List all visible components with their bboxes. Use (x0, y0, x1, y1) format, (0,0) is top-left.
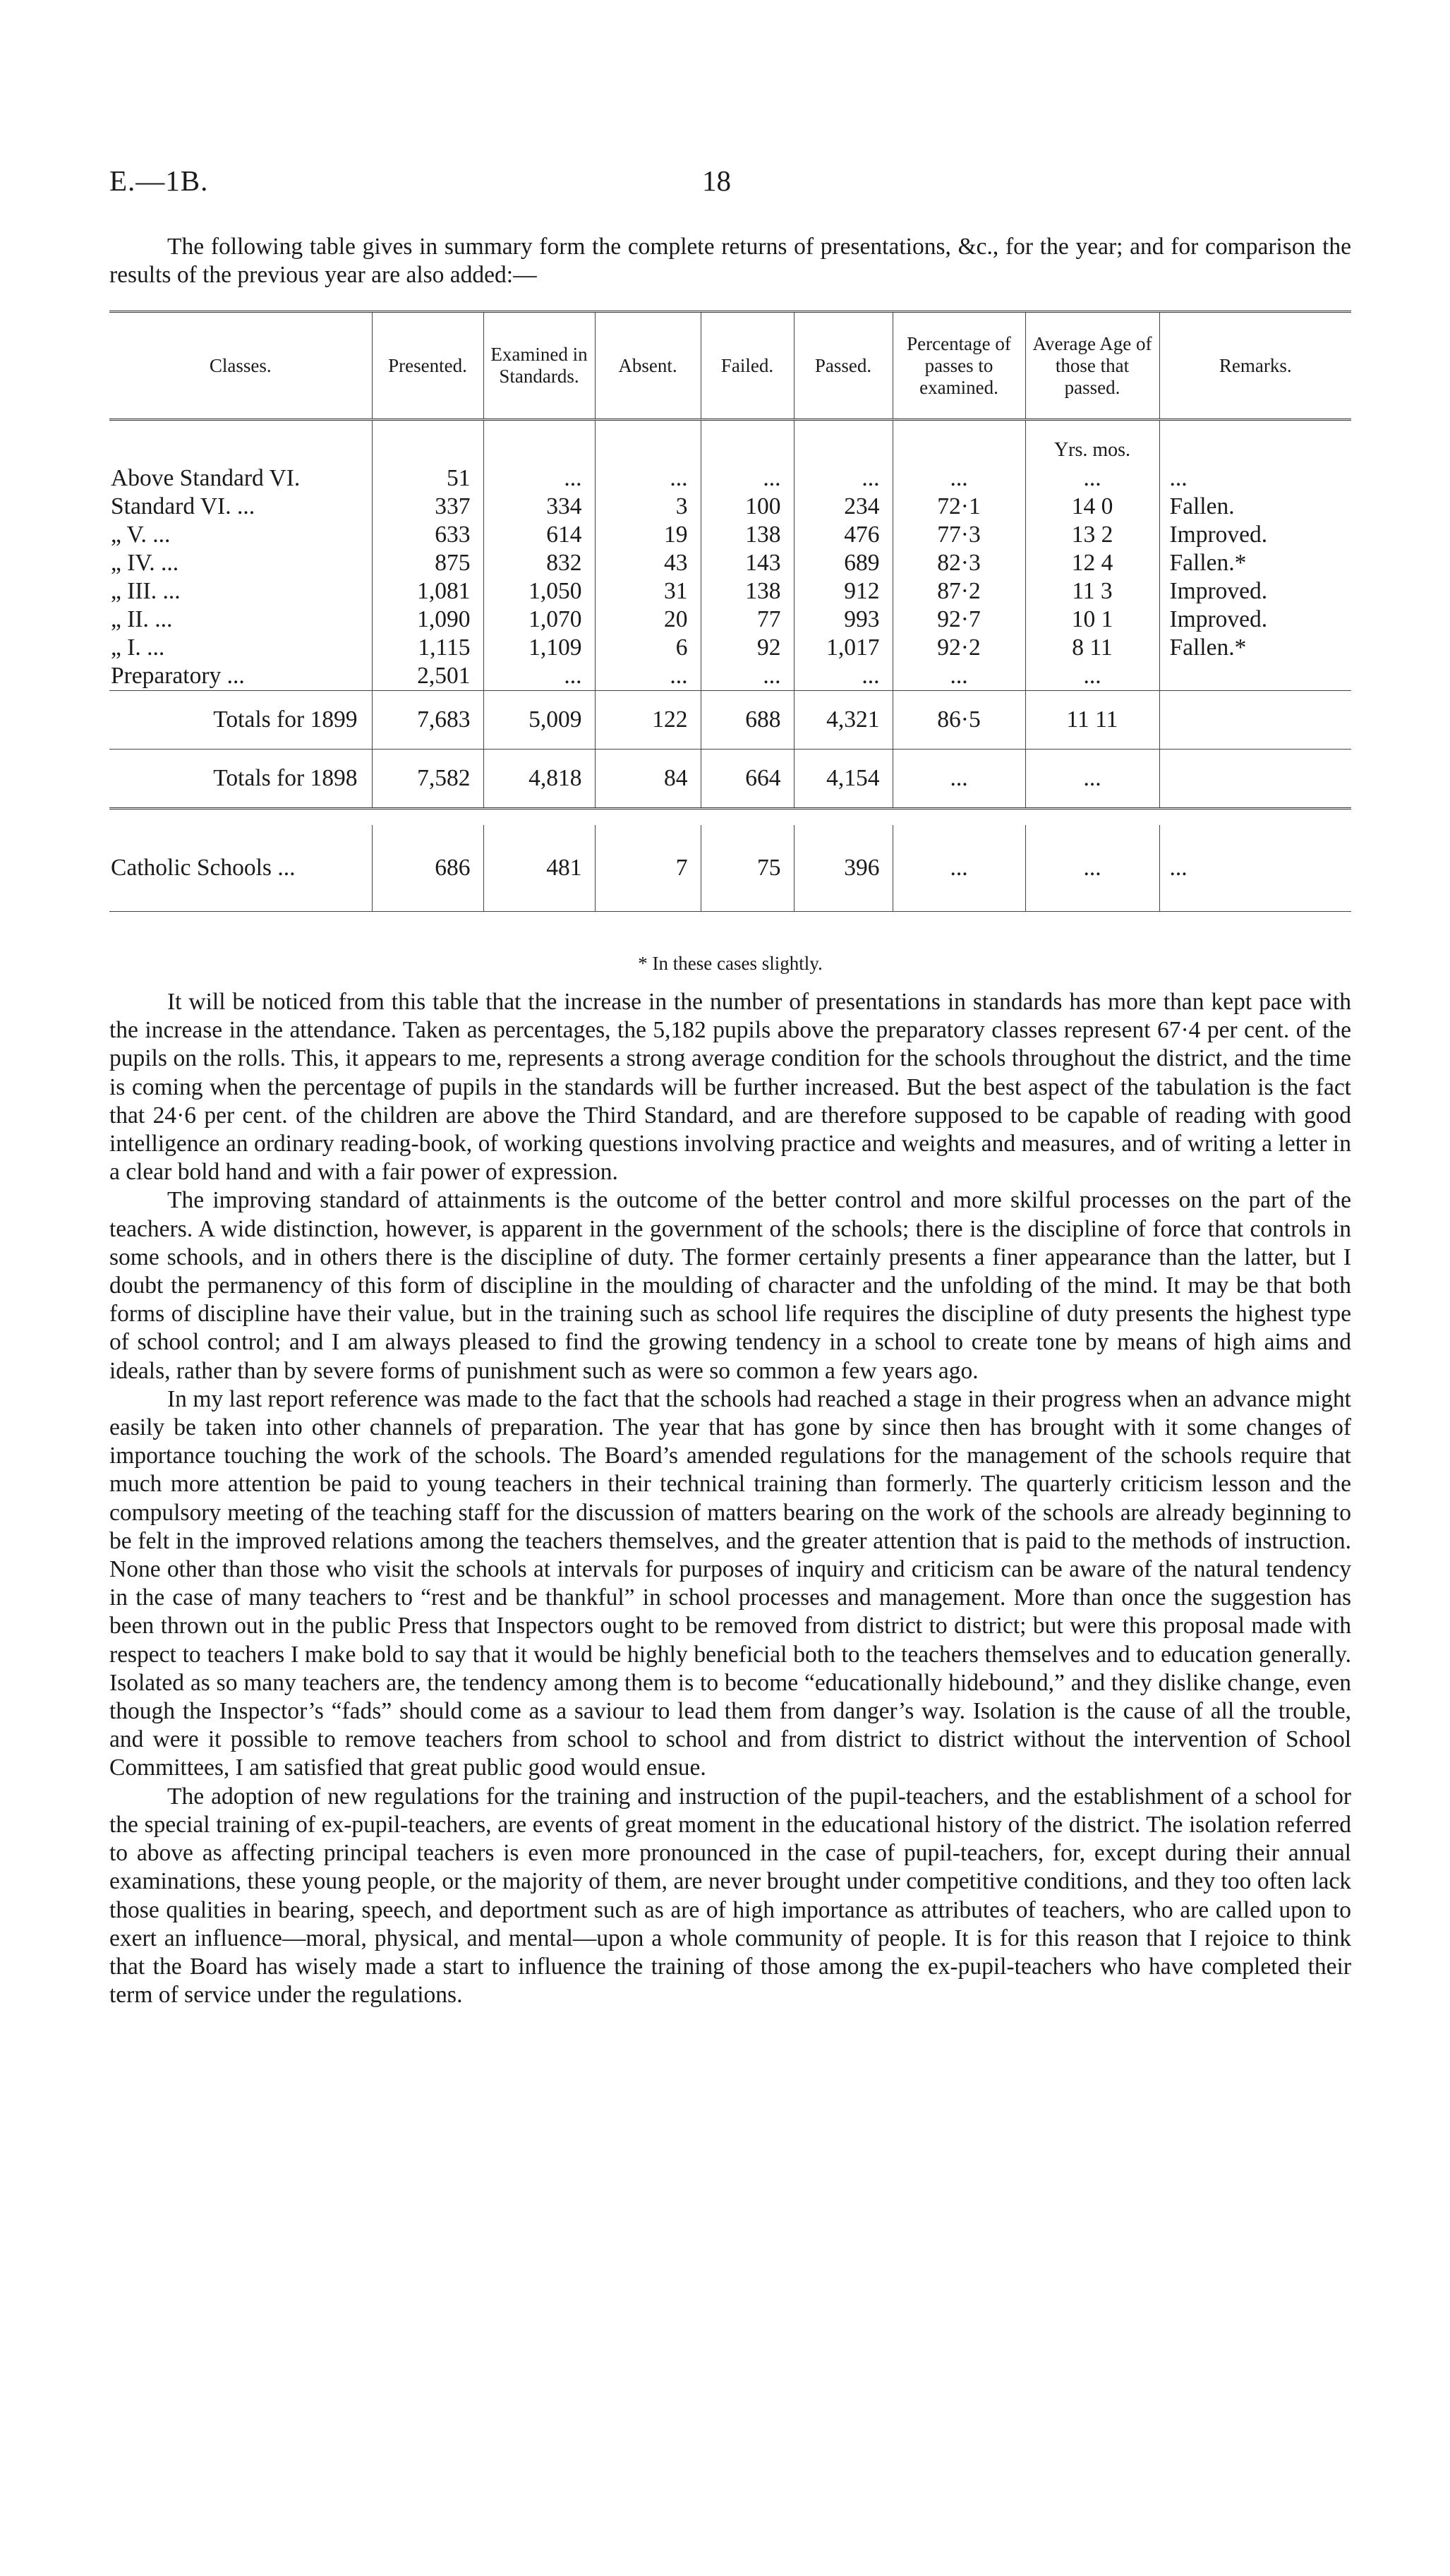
table-cell: 100 (701, 493, 794, 521)
table-cell: 337 (372, 493, 483, 521)
age-unit-label: Yrs. mos. (1025, 420, 1159, 465)
table-cell: 3 (595, 493, 701, 521)
paragraph: The improving standard of attainments is the outcome of the better control and more skilful processes on the part of the teachers. A wide distinction, however, is apparent in the government of the schools; there is the discipline of force that controls in some schools, and in others there is the discipline of duty. The former certainly presents a finer appearance than the latter, but I doubt the permanency of this form of discipline in the moulding of character and the unfolding of the mind. It may be that both forms of discipline have their value, but in the training such as school life requires the discipline of duty presents the highest type of school control; and I am always pleased to find the growing tendency in a school to create tone by means of high aims and ideals, rather than by severe forms of punishment such as were so common a few years ago. (109, 1187, 1351, 1384)
col-header-examined: Examined in Standards. (483, 312, 595, 420)
table-cell: 14 0 (1025, 493, 1159, 521)
table-cell: ... (1025, 825, 1159, 912)
table-cell: 51 (372, 464, 483, 493)
table-cell: 664 (701, 750, 794, 809)
table-cell: 614 (483, 521, 595, 549)
table-cell: Above Standard VI. (111, 465, 301, 491)
table-cell: ... (701, 464, 794, 493)
table-cell: 19 (595, 521, 701, 549)
page-number: 18 (702, 164, 731, 197)
table-row (109, 634, 1351, 662)
table-cell: 688 (701, 691, 794, 750)
table-cell: 7,683 (372, 691, 483, 750)
col-header-percentage: Percentage of passes to examined. (893, 312, 1025, 420)
table-cell: ... (701, 662, 794, 691)
table-cell: „ II. ... (111, 606, 173, 632)
table-cell: „ IV. ... (111, 550, 179, 576)
table-cell: 1,109 (483, 634, 595, 662)
table-row (109, 521, 1351, 549)
table-cell: 92·7 (893, 606, 1025, 634)
table-row (109, 549, 1351, 577)
table-cell: 86·5 (893, 691, 1025, 750)
table-cell: 122 (595, 691, 701, 750)
table-cell: Improved. (1159, 577, 1351, 606)
col-header-absent: Absent. (595, 312, 701, 420)
table-cell: 138 (701, 577, 794, 606)
page-header (109, 164, 1351, 206)
table-cell: 43 (595, 549, 701, 577)
table-cell: 6 (595, 634, 701, 662)
table-row (109, 662, 1351, 691)
table-cell: ... (893, 750, 1025, 809)
catholic-schools-row (109, 825, 1351, 912)
table-cell: 92·2 (893, 634, 1025, 662)
table-row (109, 577, 1351, 606)
table-cell: ... (794, 662, 893, 691)
table-cell: 912 (794, 577, 893, 606)
table-cell: ... (1159, 825, 1351, 912)
table-cell: ... (1025, 464, 1159, 493)
document-reference: E.—1B. (109, 164, 209, 197)
report-body (109, 988, 1351, 2009)
table-cell: „ V. ... (111, 522, 171, 548)
table-cell: ... (1025, 750, 1159, 809)
table-cell: 72·1 (893, 493, 1025, 521)
table-cell: 13 2 (1025, 521, 1159, 549)
table-cell: 12 4 (1025, 549, 1159, 577)
col-header-classes: Classes. (109, 312, 372, 420)
table-cell: 1,090 (372, 606, 483, 634)
table-cell: 31 (595, 577, 701, 606)
table-cell: ... (1159, 464, 1351, 493)
col-header-average-age: Average Age of those that passed. (1025, 312, 1159, 420)
table-cell: 334 (483, 493, 595, 521)
paragraph: It will be noticed from this table that the increase in the number of presentations in standards has more than kept pace with the increase in the attendance. Taken as percentages, the 5,182 pupils above the preparatory classes represent 67·4 per cent. of the pupils on the rolls. This, it appears to me, represents a strong average condition for the schools throughout the district, and the time is coming when the percentage of pupils in the standards will be further increased. But the best aspect of the tabulation is the fact that 24·6 per cent. of the children are above the Third Standard, and are therefore supposed to be capable of reading with good intelligence an ordinary reading-book, of working questions involving practice and weights and measures, and of writing a letter in a clear bold hand and with a fair power of expression. (109, 989, 1351, 1186)
table-cell: Improved. (1159, 521, 1351, 549)
table-cell: 4,321 (794, 691, 893, 750)
table-cell: Catholic Schools ... (109, 825, 372, 912)
table-cell: 1,115 (372, 634, 483, 662)
table-cell: 143 (701, 549, 794, 577)
table-cell: „ III. ... (111, 578, 181, 604)
table-cell: 832 (483, 549, 595, 577)
table-cell: 875 (372, 549, 483, 577)
table-cell: Totals for 1899 (109, 691, 372, 750)
table-cell: 1,070 (483, 606, 595, 634)
unit-row (109, 420, 1351, 465)
table-cell: Fallen.* (1159, 549, 1351, 577)
returns-table (109, 311, 1351, 912)
table-row (109, 606, 1351, 634)
table-cell: ... (483, 662, 595, 691)
table-cell: ... (893, 662, 1025, 691)
table-cell: 82·3 (893, 549, 1025, 577)
table-cell: ... (794, 464, 893, 493)
table-cell: 87·2 (893, 577, 1025, 606)
returns-table-container (109, 311, 1351, 912)
col-header-presented: Presented. (372, 312, 483, 420)
table-cell: 1,017 (794, 634, 893, 662)
table-cell: 2,501 (372, 662, 483, 691)
table-cell: 396 (794, 825, 893, 912)
table-cell (1159, 691, 1351, 750)
table-cell: 138 (701, 521, 794, 549)
table-cell: 77 (701, 606, 794, 634)
col-header-remarks: Remarks. (1159, 312, 1351, 420)
intro-paragraph: The following table gives in summary form the complete returns of presentations, &c., for the year; and for comparison the results of the previous year are also added:— (109, 234, 1351, 288)
table-spacer-row (109, 809, 1351, 826)
table-cell: ... (893, 825, 1025, 912)
table-cell (1159, 662, 1351, 691)
table-cell: 5,009 (483, 691, 595, 750)
table-cell: 20 (595, 606, 701, 634)
table-cell: Improved. (1159, 606, 1351, 634)
col-header-passed: Passed. (794, 312, 893, 420)
table-cell: 1,081 (372, 577, 483, 606)
totals-1898-row (109, 750, 1351, 809)
totals-1899-row (109, 691, 1351, 750)
table-cell: Fallen.* (1159, 634, 1351, 662)
table-footnote: * In these cases slightly. (638, 953, 823, 974)
table-cell: Standard VI. ... (111, 493, 255, 519)
table-cell: ... (483, 464, 595, 493)
table-cell: 476 (794, 521, 893, 549)
table-cell: ... (1025, 662, 1159, 691)
table-cell: Totals for 1898 (109, 750, 372, 809)
table-cell: 7,582 (372, 750, 483, 809)
table-cell (1159, 750, 1351, 809)
table-cell: 4,818 (483, 750, 595, 809)
table-header-row (109, 312, 1351, 420)
table-cell: 686 (372, 825, 483, 912)
table-cell: 11 3 (1025, 577, 1159, 606)
table-cell: 8 11 (1025, 634, 1159, 662)
table-cell: 481 (483, 825, 595, 912)
table-row (109, 493, 1351, 521)
table-cell: 10 1 (1025, 606, 1159, 634)
table-cell: 75 (701, 825, 794, 912)
table-cell: 1,050 (483, 577, 595, 606)
table-cell: ... (595, 464, 701, 493)
col-header-failed: Failed. (701, 312, 794, 420)
table-cell: 92 (701, 634, 794, 662)
table-cell: ... (595, 662, 701, 691)
table-cell: ... (893, 464, 1025, 493)
table-cell: 77·3 (893, 521, 1025, 549)
paragraph: The adoption of new regulations for the training and instruction of the pupil-teachers, and the establishment of a school for the special training of ex-pupil-teachers, are events of great moment in the educational history of the district. The isolation referred to above as affecting principal teachers is even more pronounced in the case of pupil-teachers, for, except during their annual examinations, these young people, or the majority of them, are never brought under competitive conditions, and they too often lack those qualities in bearing, speech, and deportment such as are of high importance as attributes of teachers, who are called upon to exert an influence—moral, physical, and mental—upon a whole community of people. It is for this reason that I rejoice to think that the Board has wisely made a start to influence the training of those among the ex-pupil-teachers who have completed their term of service under the regulations. (109, 1783, 1351, 2009)
table-cell: 7 (595, 825, 701, 912)
paragraph: In my last report reference was made to the fact that the schools had reached a stage in their progress when an advance might easily be taken into other channels of preparation. The year that has gone by since then has brought with it some changes of importance touching the work of the schools. The Board’s amended regulations for the management of the schools require that much more attention be paid to young teachers in their technical training than formerly. The quarterly criticism lesson and the compulsory meeting of the teaching staff for the discussion of matters bearing on the work of the schools are already beginning to be felt in the improved relations among the teachers themselves, and the greater attention that is paid to the methods of instruction. None other than those who visit the schools at intervals for purposes of inquiry and criticism can be aware of the natural tendency in the case of many teachers to “rest and be thankful” in school processes and management. More than once the suggestion has been thrown out in the public Press that Inspectors ought to be removed from district to district; but were this proposal made with respect to teachers I make bold to say that it would be highly beneficial both to the teachers themselves and to education generally. Isolated as so many teachers are, the tendency among them is to become “educationally hidebound,” and they dislike change, even though the Inspector’s “fads” should come as a saviour to lead them from danger’s way. Isolation is the cause of all the trouble, and were it possible to remove teachers from school to school and from district to district without the intervention of School Committees, I am satisfied that great public good would ensue. (109, 1385, 1351, 1781)
table-row (109, 464, 1351, 493)
table-cell: 633 (372, 521, 483, 549)
table-cell: 689 (794, 549, 893, 577)
table-cell: „ I. ... (111, 634, 165, 661)
table-cell: Fallen. (1159, 493, 1351, 521)
table-cell: 234 (794, 493, 893, 521)
table-cell: Preparatory ... (111, 663, 245, 689)
table-cell: 993 (794, 606, 893, 634)
table-cell: 11 11 (1025, 691, 1159, 750)
table-cell: 84 (595, 750, 701, 809)
table-cell: 4,154 (794, 750, 893, 809)
